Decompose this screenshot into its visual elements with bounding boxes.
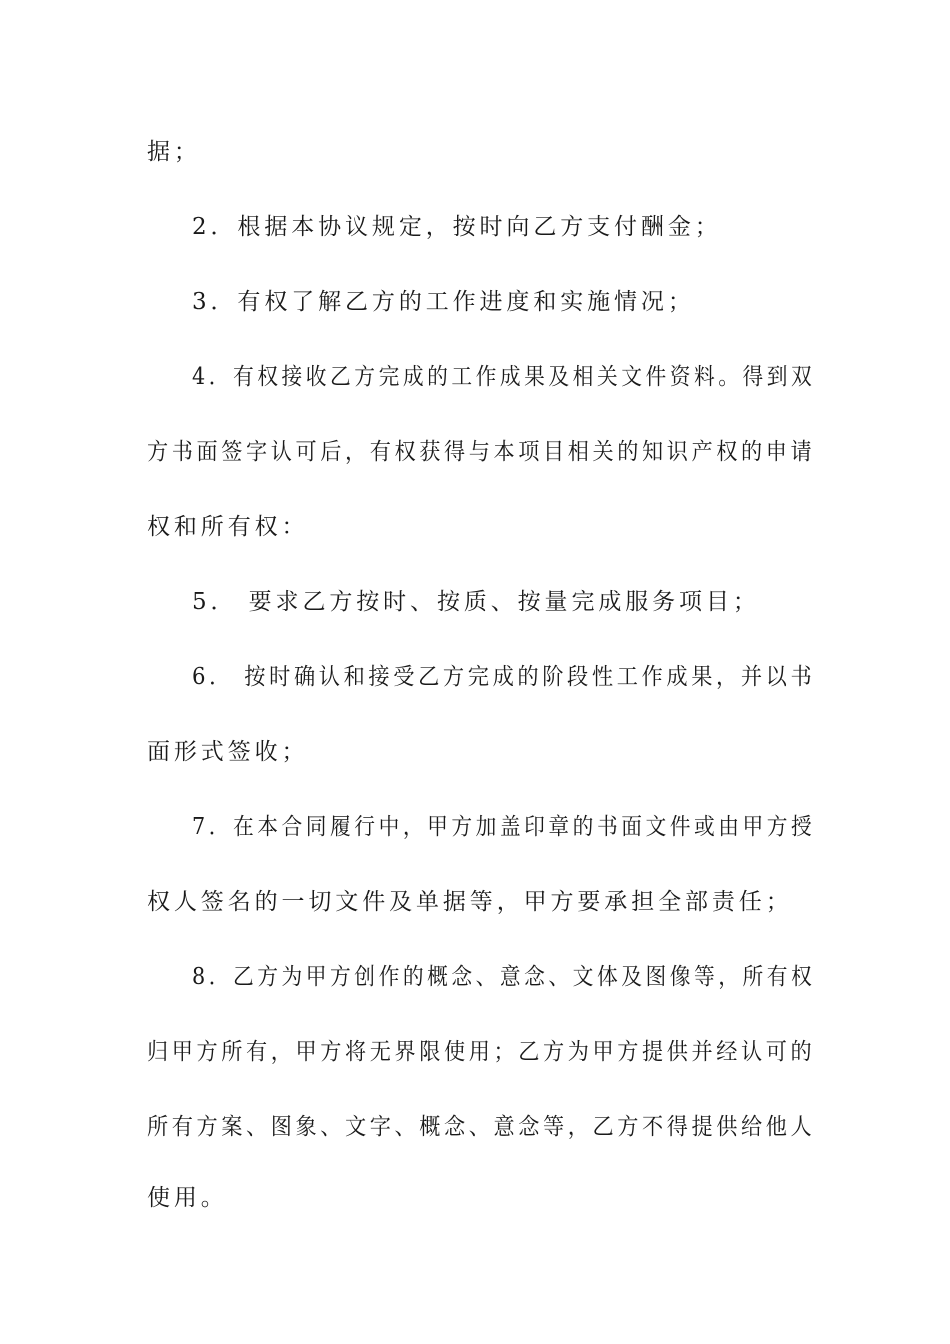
text-line: 面形式签收； [147, 739, 309, 765]
clause-4: 4．有权接收乙方完成的工作成果及相关文件资料。得到双 [192, 364, 816, 390]
clause-5: 5． 要求乙方按时、按质、按量完成服务项目； [192, 589, 760, 615]
clause-2: 2．根据本协议规定，按时向乙方支付酬金； [192, 214, 722, 240]
clause-8: 8．乙方为甲方创作的概念、意念、文体及图像等，所有权 [192, 964, 816, 990]
text-line: 使用。 [147, 1185, 228, 1211]
text-line: 权和所有权： [147, 514, 309, 540]
text-line: 据； [147, 139, 201, 165]
text-line: 方书面签字认可后，有权获得与本项目相关的知识产权的申请 [147, 439, 816, 465]
text-line: 权人签名的一切文件及单据等，甲方要承担全部责任； [147, 889, 793, 915]
clause-6: 6． 按时确认和接受乙方完成的阶段性工作成果，并以书 [192, 664, 816, 690]
clause-3: 3．有权了解乙方的工作进度和实施情况； [192, 289, 695, 315]
clause-7: 7．在本合同履行中，甲方加盖印章的书面文件或由甲方授 [192, 814, 816, 840]
text-line: 所有方案、图象、文字、概念、意念等，乙方不得提供给他人 [147, 1114, 816, 1140]
text-line: 归甲方所有，甲方将无界限使用；乙方为甲方提供并经认可的 [147, 1039, 816, 1065]
